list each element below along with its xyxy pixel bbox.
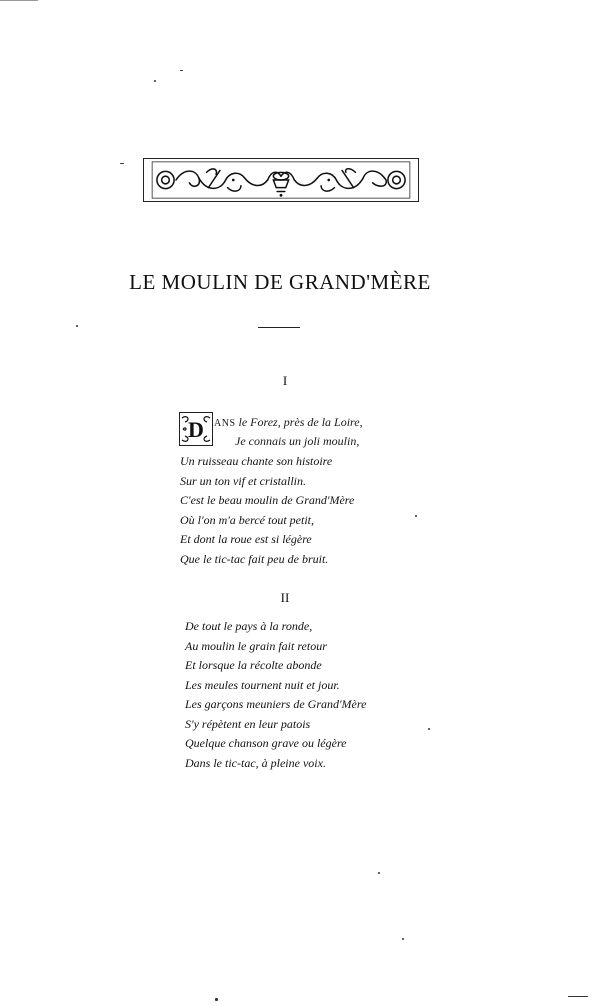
verse-line: De tout le pays à la ronde, <box>185 619 313 633</box>
paper-speck <box>180 70 183 71</box>
paper-speck <box>415 515 417 517</box>
verse-line: Au moulin le grain fait retour <box>185 638 327 653</box>
paper-speck <box>76 325 78 327</box>
first-line-smallcaps: ANS <box>214 418 236 429</box>
dropcap <box>179 412 213 446</box>
verse-line: Dans le tic-tac, à pleine voix. <box>185 755 326 770</box>
verse-line: Et dont la roue est si légère <box>180 532 312 546</box>
verse-line: Que le tic-tac fait peu de bruit. <box>180 551 329 566</box>
verse-line: Où l'on m'a bercé tout petit, <box>180 512 314 527</box>
stanza-2 <box>185 617 366 773</box>
verse-line: S'y répètent en leur patois <box>185 716 311 731</box>
verse-line: Sur un ton vif et cristallin. <box>180 473 306 488</box>
verse-line: Un ruisseau chante son histoire <box>180 454 333 468</box>
verse-line-1 <box>214 413 363 434</box>
section-number-2: II <box>280 590 290 605</box>
paper-speck <box>568 996 588 997</box>
title-divider <box>258 327 300 328</box>
page-title: LE MOULIN DE GRAND'MÈRE <box>129 270 431 294</box>
dropcap-letter: D <box>188 417 204 442</box>
paper-speck <box>402 938 404 940</box>
paper-speck <box>154 80 156 82</box>
paper-speck <box>428 728 430 730</box>
paper-speck <box>378 872 380 874</box>
verse-line: Quelque chanson grave ou légère <box>185 736 347 750</box>
header-ornament <box>143 158 419 202</box>
paper-speck <box>120 163 124 164</box>
stanza-1 <box>180 452 354 569</box>
verse-line: Et lorsque la récolte abonde <box>185 658 322 672</box>
verse-line: Les garçons meuniers de Grand'Mère <box>185 697 367 711</box>
paper-speck <box>215 998 218 1001</box>
first-line-rest: le Forez, près de la Loire, <box>235 415 363 429</box>
section-number-1: I <box>282 373 288 388</box>
page-top-rule <box>0 0 38 1</box>
verse-line: C'est le beau moulin de Grand'Mère <box>180 493 355 507</box>
verse-line: Les meules tournent nuit et jour. <box>185 677 340 692</box>
dropcap-ornament-icon <box>179 412 213 446</box>
verse-line-2: Je connais un joli moulin, <box>235 434 360 448</box>
scrollwork-ornament-icon <box>144 159 418 201</box>
